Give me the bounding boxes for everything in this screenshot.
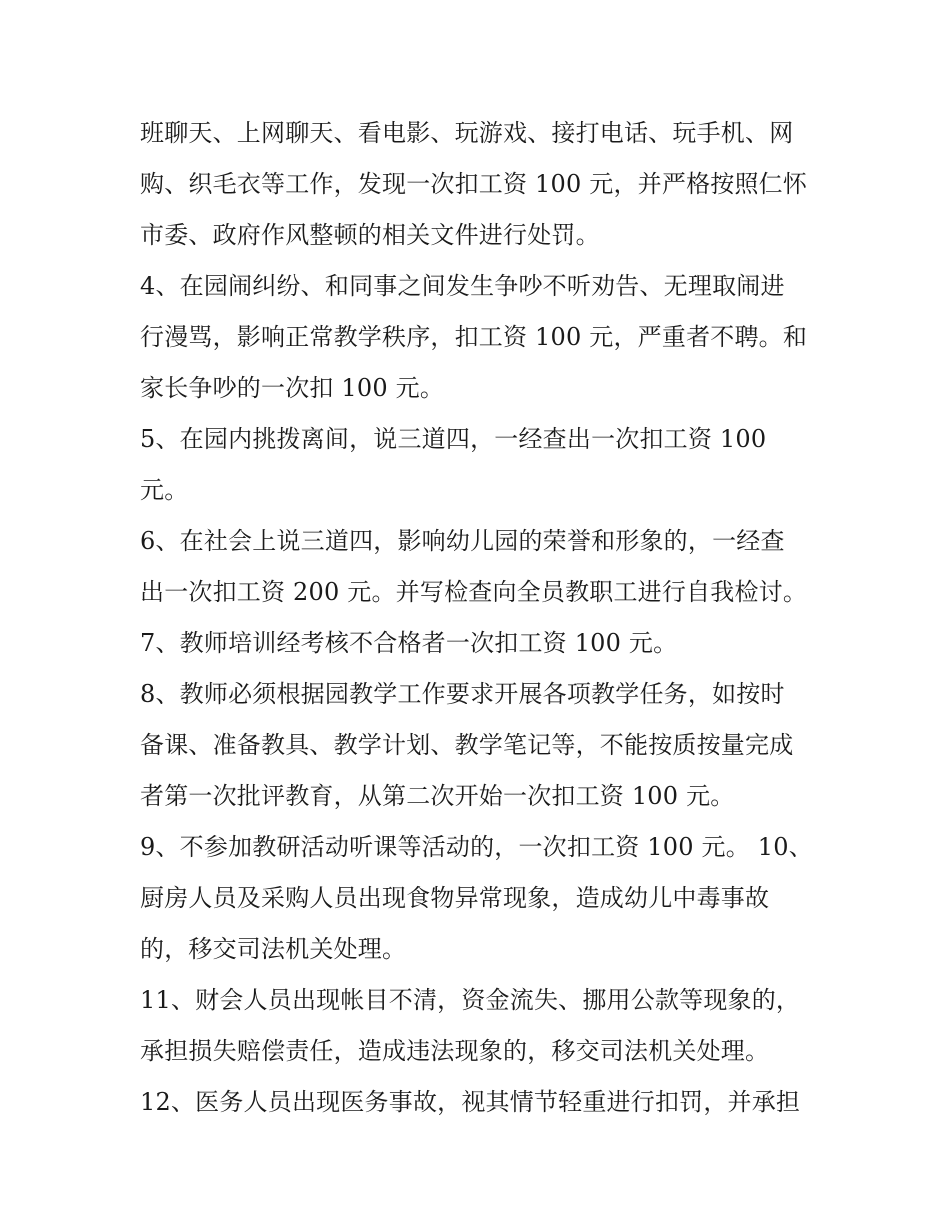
text-line: 班聊天、上网聊天、看电影、玩游戏、接打电话、玩手机、网 (140, 119, 794, 147)
text-line: 5、在园内挑拨离间，说三道四，一经查出一次扣工资 100 (140, 425, 767, 453)
text-line: 者第一次批评教育，从第二次开始一次扣工资 100 元。 (140, 782, 735, 810)
text-line: 6、在社会上说三道四，影响幼儿园的荣誉和形象的，一经查 (140, 527, 785, 555)
text-line: 12、医务人员出现医务事故，视其情节轻重进行扣罚，并承担 (140, 1088, 801, 1116)
text-line: 市委、政府作风整顿的相关文件进行处罚。 (140, 221, 600, 249)
text-line: 8、教师必须根据园教学工作要求开展各项教学任务，如按时 (140, 680, 785, 708)
text-line: 购、织毛衣等工作，发现一次扣工资 100 元，并严格按照仁怀 (140, 170, 808, 198)
text-line: 出一次扣工资 200 元。并写检查向全员教职工进行自我检讨。 (140, 578, 808, 606)
text-line: 家长争吵的一次扣 100 元。 (140, 374, 445, 402)
text-line: 的，移交司法机关处理。 (140, 935, 407, 963)
text-line: 承担损失赔偿责任，造成违法现象的，移交司法机关处理。 (140, 1037, 770, 1065)
text-line: 行漫骂，影响正常教学秩序，扣工资 100 元，严重者不聘。和 (140, 323, 808, 351)
text-line: 11、财会人员出现帐目不清，资金流失、挪用公款等现象的， (140, 986, 801, 1014)
text-line: 元。 (140, 476, 189, 504)
document-body (140, 108, 820, 1128)
text-line: 4、在园闹纠纷、和同事之间发生争吵不听劝告、无理取闹进 (140, 272, 785, 300)
text-line: 厨房人员及采购人员出现食物异常现象，造成幼儿中毒事故 (140, 884, 770, 912)
text-line: 9、不参加教研活动听课等活动的，一次扣工资 100 元。 10、 (140, 833, 813, 861)
text-line: 7、教师培训经考核不合格者一次扣工资 100 元。 (140, 629, 678, 657)
text-line: 备课、准备教具、教学计划、教学笔记等，不能按质按量完成 (140, 731, 794, 759)
